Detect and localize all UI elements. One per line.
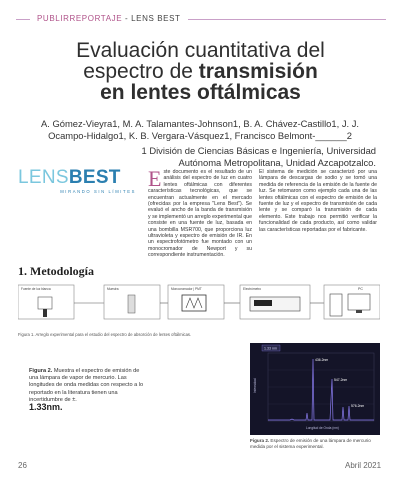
lens-sample-icon	[128, 295, 135, 313]
plot-tag: 1.33 nm	[264, 346, 277, 351]
logo-tagline: MIRANDO SIN LÍMITES	[60, 189, 136, 194]
affiliation-line-2: Autónoma Metropolitana, Unidad Azcapotzalco.	[178, 156, 376, 168]
lamp-base-icon	[43, 309, 47, 317]
title-line-3: en lentes oftálmicas	[100, 81, 301, 104]
figure-1-caption: Figura 1. Arreglo experimental para el estudio del espectro de absorción de lentes oftálmicas.	[18, 332, 192, 337]
body-text-1: ste documento es el resultado de un análisis del espectro de luz en cuatro lentes oftálmicas con diferentes características tecnológicas, que se encuentran actualmente en el mercado (ofrecidas por la empresa "Lens Best"). Se evaluó el ancho de la banda de transmisión y se implementó un arreglo experimental que consiste en una fuente de luz, basada en una bombilla MSR700, que proporciona luz ultravioleta y espectro de emisión de IR. En un espectrofotómetro fue montado con un monocromador de Newport y su correspondiente instrumentación.	[148, 169, 252, 259]
title-line-1: Evaluación cuantitativa del	[76, 39, 325, 62]
section-title: Metodología	[30, 264, 94, 278]
body-column-1	[148, 166, 252, 259]
page-number: 26	[18, 461, 27, 470]
mercury-spectrum-plot	[250, 343, 380, 435]
banner-label	[30, 12, 188, 26]
pc-tower-icon	[330, 294, 342, 316]
electrometer-display-icon	[254, 300, 272, 306]
x-axis-label: Longitud de Onda (nm)	[306, 426, 339, 430]
banner-separator: -	[122, 14, 132, 23]
label-electrometer: Electrómetro	[243, 287, 262, 291]
label-pc: PC	[358, 287, 363, 291]
section-number: 1.	[18, 264, 27, 278]
authors	[14, 118, 386, 141]
figure-2-text: Muestra el espectro de emisión de una lámpara de vapor de mercurio. Las longitudes de onda medidas con respecto a lo reportado en la literatura tienen una incertidumbre de ±.	[29, 368, 144, 403]
lamp-icon	[38, 297, 52, 309]
pc-box	[324, 285, 380, 319]
experimental-setup-diagram	[18, 281, 380, 325]
banner-brand: LENS BEST	[131, 14, 181, 23]
peak-label-1: 436.2nm	[315, 358, 329, 362]
banner-section: PUBLIRREPORTAJE	[37, 14, 123, 23]
label-light-source: Fuente de luz blanca	[21, 287, 51, 291]
label-monochromator: Monocromador | PMT	[171, 287, 202, 291]
logo-lens: LENS	[18, 167, 69, 188]
electrometer-box	[240, 285, 310, 319]
y-axis-label: Intensidad	[253, 378, 257, 393]
title-line-2: espectro de	[83, 60, 199, 83]
body-column-2	[259, 169, 377, 233]
figure-2-description	[29, 368, 149, 404]
article-title	[0, 40, 401, 103]
body-text-2: El sistema de medición se caracterizó por una lámpara de descargas de sodio y se tomó una medida de referencia de la emisión de la fuente de luz. Se retomaron como ejemplo cada una de las lentes oftálmicas con el espectro de emisión de la fuente de luz y el espectro de transmisión de cada lente y se comparó la transmisión de cada elemento. Este trabajo nos permitió verificar la funcionalidad de cada producto, así como validar las características reportadas por el fabricante.	[259, 169, 377, 233]
authors-line-2: Ocampo-Hidalgo1, K. B. Vergara-Vásquez1, Francisco Belmont-______2	[48, 129, 352, 141]
figure-2-label: Figura 2.	[29, 368, 53, 374]
monochromator-box	[168, 285, 224, 319]
label-sample: Muestra	[107, 287, 119, 291]
monitor-icon	[348, 294, 370, 310]
sample-box	[104, 285, 160, 319]
figure-2-caption	[250, 438, 380, 450]
figure-2-caption-text: Espectro de emisión de una lámpara de mercurio medida por el sistema experimental.	[250, 438, 371, 449]
logo-best: BEST	[68, 167, 121, 188]
uncertainty-value: 1.33nm.	[29, 402, 63, 412]
drop-cap: E	[148, 166, 162, 191]
peak-label-2: 547.2nm	[334, 378, 348, 382]
monitor-stand-icon	[356, 310, 362, 313]
figure-2-caption-label: Figura 2.	[250, 438, 270, 443]
lens-best-logo	[18, 168, 136, 194]
peak-label-3: 576.2nm	[351, 404, 365, 408]
title-bold-word: transmisión	[198, 60, 318, 83]
affiliation	[110, 145, 376, 168]
issue-date: Abril 2021	[345, 461, 382, 470]
affiliation-line-1: 1 División de Ciencias Básicas e Ingeniería, Universidad	[141, 145, 376, 156]
section-heading	[18, 264, 94, 279]
light-source-box	[18, 285, 74, 319]
authors-line-1: A. Gómez-Vieyra1, M. A. Talamantes-Johnson1, B. A. Chávez-Castillo1, J. J.	[40, 118, 360, 129]
